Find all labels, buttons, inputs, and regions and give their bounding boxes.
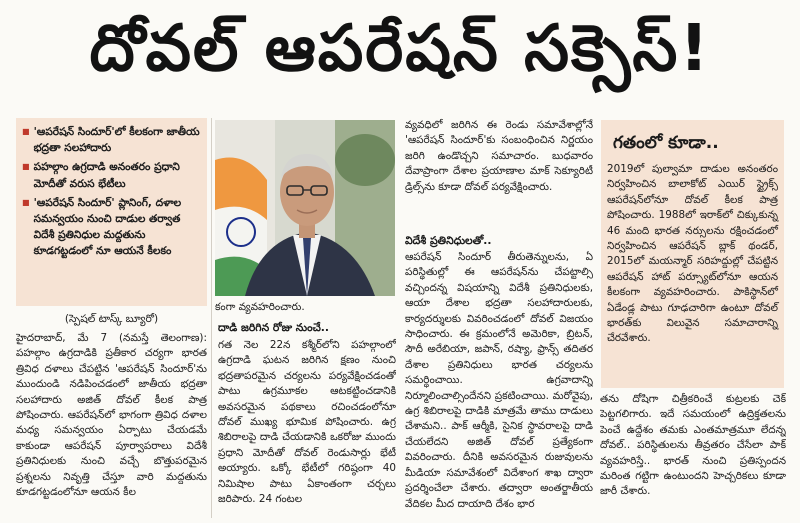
highlights-box [16,118,207,306]
article-paragraph: హైదరాబాద్, మే 7 (నమస్తే తెలంగాణ): పహల్గాం ఉగ్రదాడికి ప్రతీకార చర్యగా భారత త్రివిధ దళాలు చేపట్టిన 'ఆపరేషన్ సిందూర్'ను ముందుండి నడిపించడంలో జాతీయ భద్రతా సలహాదారు అజిత్ దోవల్ కీలక పాత్ర పోషించారు. ఆపరేషన్‌లో భాగంగా త్రివిధ దళాల మధ్య సమన్వయం ఏర్పాటు చేయడమే కాకుండా ఆపరేషన్ పూర్వాపరాలు విదేశీ ప్రతినిధులకు నుంచి వచ్చే బొత్తుపరమైన ప్రశ్నలను నివృత్తి చేస్తూ వారి మద్దతును కూడగట్టడంలోనూ ఆయన కీల [16,332,207,499]
bullet-icon: ■ [22,162,30,172]
sidebar-text: 2019లో పుల్వామా దాడుల అనంతరం నిర్వహించిన బాలాకోట్ ఎయిర్ స్ట్రైక్స్ ఆపరేషన్‌లోనూ దోవల్ కీలక పాత్ర పోషించారు. 1988లో ఇరాక్‌లో చిక్కుకున్న 46 మంది భారత నర్సులను రక్షించడంలో నిర్వహించిన ఆపరేషన్ బ్లాక్ థండర్, 2015లో మయన్మార్ సరిహద్దుల్లో చేపట్టిన ఆపరేషన్ హాట్ పర్స్యూట్‌లోనూ ఆయన కీలకంగా వ్యవహరించారు. పాకిస్థాన్‌లో ఏడేండ్ల పాటు గూఢచారిగా ఉంటూ దోవల్ భారత్‌కు విలువైన సమాచారాన్ని చేరవేశారు. [607,163,778,345]
column-divider [211,118,212,518]
photo-caption: కంగా వ్యవహరించారు. [215,301,305,313]
article-column-1 [16,331,207,523]
article-column-3 [405,250,593,523]
article-paragraph: వ్యవధిలో జరిగిన ఈ రెండు సమావేశాల్లోనే 'ఆపరేషన్ సిందూర్'కు సంబంధించిన నిర్ణయం జరిగి ఉండొచ్చని సమాచారం. బుధవారం దేవాప్రాంగా దేశాల ప్రయాణాల మాక్ సెక్యూరిటీ డ్రిల్స్‌ను కూడా దోవల్ పర్యవేక్షించారు. [405,119,593,193]
subheading: దాడి జరిగిన రోజు నుంచే.. [218,321,329,334]
article-column-3-top [405,118,593,230]
byline: (స్పెషల్ టాస్క్ బ్యూరో) [64,313,159,325]
article-column-4 [600,392,786,523]
highlight-item [22,195,201,260]
ajit-doval-photo [215,120,395,296]
highlight-text: 'ఆపరేషన్ సిందూర్' ప్లానింగ్, దళాల సమన్వయం నుంచి దాడుల తర్వాత విదేశీ ప్రతినిధుల మద్దతును కూడగట్టడంలో నూ ఆయనే కీలకం [33,196,182,258]
highlight-item [22,124,201,156]
bullet-icon: ■ [22,127,30,136]
article-paragraph: తను దోషిగా చిత్రీకరించే కుట్రలకు చెక్ పెట్టగలిగారు. ఇదే సమయంలో ఉద్రిక్తతలను పెంచే ఉద్దేశం తమకు ఎంతమాత్రమూ లేదన్న దోవల్.. పరిస్థితులను తీవ్రతరం చేసేలా పాక్ వ్యవహరిస్తే.. భారత్ నుంచి ప్రతిస్పందన మరింత గట్టిగా ఉంటుందని హెచ్చరికలు కూడా జారీ చేశారు. [600,393,786,498]
headline: దోవల్ ఆపరేషన్ సక్సెస్! [89,11,711,86]
highlight-item [22,159,201,191]
article-paragraph: గత నెల 22న కశ్మీర్‌లోని పహల్గాంలో ఉగ్రదాడి ఘటన జరిగిన క్షణం నుంచి భద్రతాపరమైన చర్యలను పర్యవేక్షించడంతో పాటు ఉగ్రమూకల ఆటకట్టించడానికి అవసరమైన పథకాలు రచించడంలోనూ దోవల్ ముఖ్య భూమిక పోషించారు. ఉగ్ర శిబిరాలపై దాడి చేయడానికి ఒకరోజు ముందు ప్రధాని మోదీతో దోవల్ రెండుసార్లు భేటీ అయ్యారు. ఒక్కో భేటీలో గరిష్ఠంగా 40 నిమిషాల పాటు ఏకాంతంగా చర్చలు జరిపారు. 24 గంటల [218,339,396,506]
article-paragraph: ఆపరేషన్ సిందూర్ తీరుతెన్నులను, ఏ పరిస్థితుల్లో ఈ ఆపరేషన్‌ను చేపట్టాల్సి వచ్చిందన్న విషయాన్ని విదేశీ ప్రతినిధులకు, ఆయా దేశాల భద్రతా సలహాదారులకు, కార్యదర్శులకు వివరించడంలో దోవల్ విజయం సాధించారు. ఈ క్రమంలోనే అమెరికా, బ్రిటన్, సౌదీ అరేబియా, జపాన్, రష్యా, ఫ్రాన్స్ తదితర దేశాల ప్రతినిధులు భారత చర్యలను సమర్థించాయి. ఉగ్రవాదాన్ని నిర్మూలించాల్సిందేనని ప్రకటించాయి. మరోవైపు, ఉగ్ర శిబిరాలపై దాడికి మాత్రమే తాము దాడులు చేశామని.. పాక్ ఆర్మీకి, సైనిక స్థావరాలపై దాడి చేయలేదని అజిత్ దోవల్ ప్రత్యేకంగా వివరించారు. దీనికి అవసరమైన రుజువులను మీడియా సమావేశంలో విదేశాంగ శాఖ ద్వారా ప్రదర్శించేలా చేశారు. తద్వారా అంతర్జాతీయ వేదికల మీద దాయాది దేశం భార [405,251,593,510]
highlight-text: 'ఆపరేషన్ సిందూర్'లో కీలకంగా జాతీయ భద్రతా సలహాదారు [33,126,200,155]
highlight-text: పహల్గాం ఉగ్రదాడి అనంతరం ప్రధాని మోదీతో వరుస భేటీలు [33,161,180,190]
article-column-2 [218,338,396,523]
sidebar-title: గతంలో కూడా.. [613,133,719,153]
bullet-icon: ■ [22,197,30,207]
sidebar-box [601,120,784,388]
subheading: విదేశీ ప్రతినిధులతో.. [405,234,492,247]
